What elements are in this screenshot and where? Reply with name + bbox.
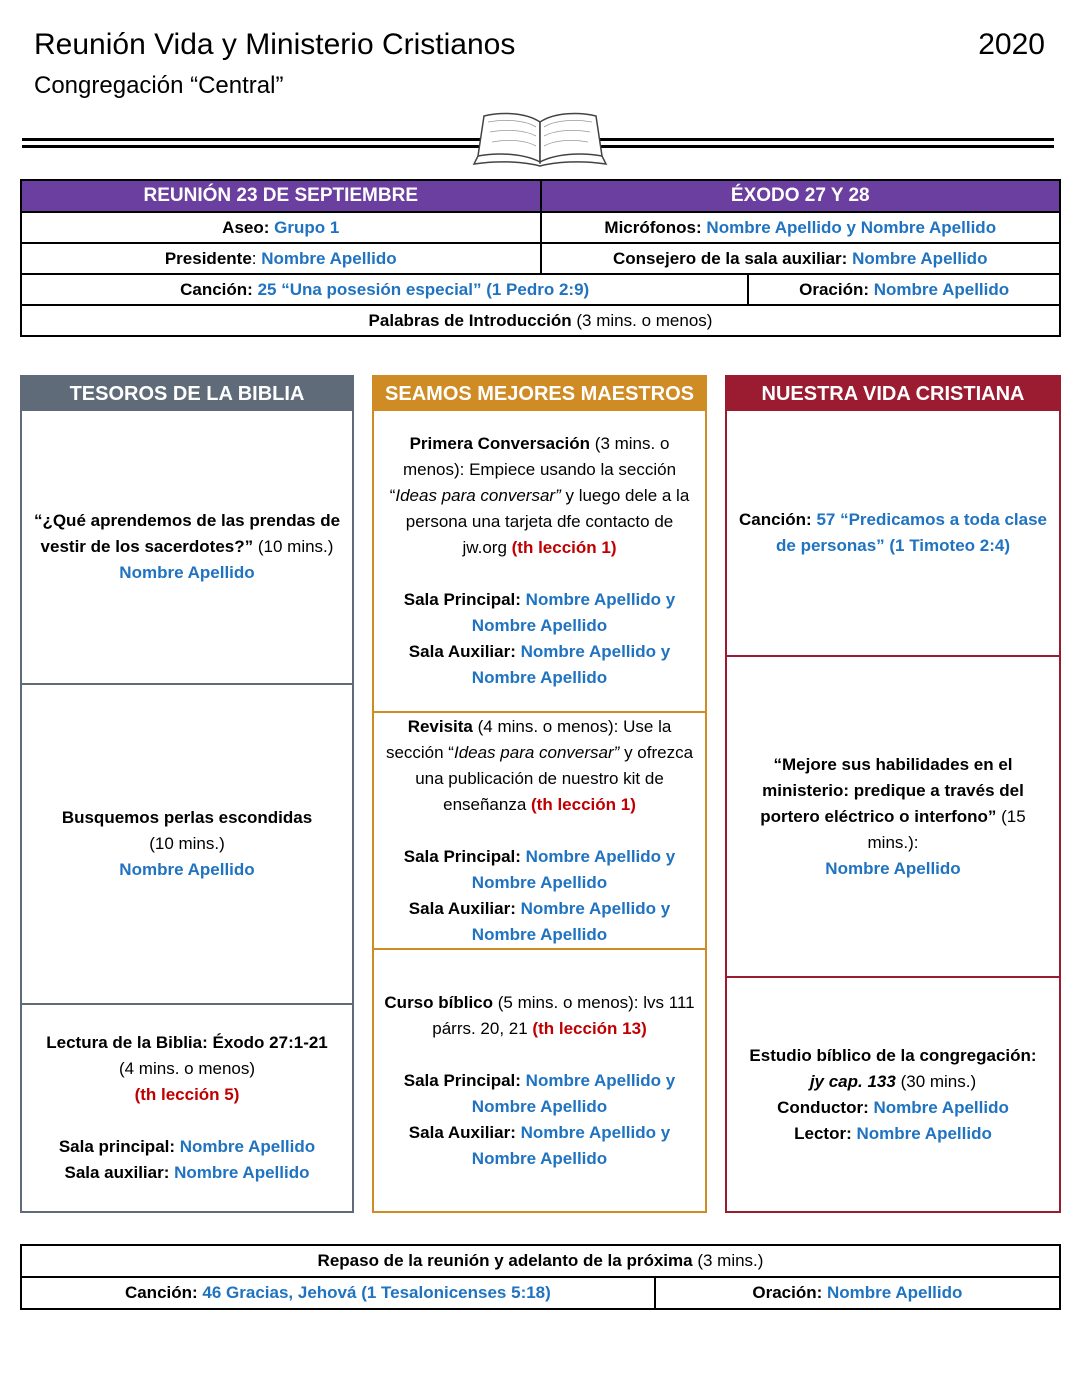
consejero-label: Consejero de la sala auxiliar: <box>613 248 848 268</box>
aseo-label: Aseo: <box>222 217 270 237</box>
introduccion-time: (3 mins. o menos) <box>576 310 713 330</box>
habilidades-title: “Mejore sus habilidades en el ministerio: predique a través del portero eléctrico o interfono” <box>760 754 1024 826</box>
open-book-icon <box>470 108 610 168</box>
meeting-week: REUNIÓN 23 DE SEPTIEMBRE <box>21 180 541 212</box>
tesoros-column <box>20 375 354 1213</box>
microfonos-label: Micrófonos: <box>604 217 702 237</box>
sala-auxiliar-label: Sala Auxiliar: <box>408 1122 516 1142</box>
vida-habilidades <box>727 655 1059 976</box>
lectura-title: Lectura de la Biblia: Éxodo 27:1-21 <box>46 1033 328 1052</box>
sala-auxiliar-label: Sala Auxiliar: <box>408 898 516 918</box>
sala-principal-value: Nombre Apellido <box>179 1137 316 1156</box>
vida-heading: NUESTRA VIDA CRISTIANA <box>727 377 1059 411</box>
repaso-label: Repaso de la reunión y adelanto de la próxima <box>317 1251 693 1270</box>
curso-lesson: (th lección 13) <box>532 1018 647 1038</box>
revisita-title: Revisita <box>407 716 473 736</box>
presidente-label: Presidente <box>164 248 252 268</box>
estudio-title: Estudio bíblico de la congregación: <box>749 1045 1037 1065</box>
primera-text-a: (3 mins. o menos): Empiece usando la sección “ <box>389 434 677 505</box>
sala-auxiliar-value: Nombre Apellido y Nombre Apellido <box>471 642 671 687</box>
aseo-value: Grupo 1 <box>274 217 340 237</box>
primera-conversacion <box>374 411 705 711</box>
primera-italic: Ideas para conversar” <box>395 486 561 505</box>
presidente-row <box>21 243 541 274</box>
habilidades-speaker: Nombre Apellido <box>825 858 961 878</box>
talk-speaker: Nombre Apellido <box>119 563 255 582</box>
sala-principal-label: Sala Principal: <box>403 846 521 866</box>
curso-biblico <box>374 948 705 1211</box>
primera-lesson: (th lección 1) <box>511 538 617 557</box>
closing-oracion-row <box>655 1277 1060 1309</box>
introduccion-label: Palabras de Introducción <box>368 310 572 330</box>
revisita-lesson: (th lección 1) <box>531 794 636 814</box>
consejero-row <box>541 243 1061 274</box>
perlas-title: Busquemos perlas escondidas <box>61 808 313 827</box>
introduccion-row <box>21 305 1060 336</box>
divider-left-top <box>22 138 484 141</box>
estudio-time: (30 mins.) <box>900 1071 977 1091</box>
lectura-time: (4 mins. o menos) <box>118 1059 256 1078</box>
closing-oracion-label: Oración: <box>752 1283 823 1302</box>
closing-table <box>20 1244 1061 1310</box>
talk-time: (10 mins.) <box>257 537 334 556</box>
cancion-value: 25 “Una posesión especial” (1 Pedro 2:9) <box>257 279 590 299</box>
lector-value: Nombre Apellido <box>856 1123 992 1143</box>
meeting-info-table <box>20 179 1061 337</box>
maestros-heading: SEAMOS MEJORES MAESTROS <box>374 377 705 411</box>
perlas-escondidas <box>22 683 352 1003</box>
closing-oracion-value: Nombre Apellido <box>827 1283 963 1302</box>
repaso-time: (3 mins.) <box>697 1251 764 1270</box>
aseo-row <box>21 212 541 243</box>
presidente-value: Nombre Apellido <box>261 248 397 268</box>
conductor-label: Conductor: <box>777 1097 869 1117</box>
consejero-value: Nombre Apellido <box>852 248 988 268</box>
sala-principal-label: Sala principal: <box>58 1137 176 1156</box>
sala-auxiliar-value: Nombre Apellido y Nombre Apellido <box>471 1122 671 1168</box>
vida-column <box>725 375 1061 1213</box>
curso-text: (5 mins. o menos): lvs 111 párrs. 20, 21 <box>432 992 695 1038</box>
curso-title: Curso bíblico <box>384 992 494 1012</box>
perlas-time: (10 mins.) <box>149 834 225 853</box>
sala-auxiliar-value: Nombre Apellido y Nombre Apellido <box>471 898 671 944</box>
oracion-value: Nombre Apellido <box>873 279 1010 299</box>
revisita-text-b: y ofrezca una publicación de nuestro kit de enseñanza <box>415 742 694 814</box>
vida-cancion <box>727 411 1059 655</box>
year: 2020 <box>978 28 1045 61</box>
cancion-label: Canción: <box>180 279 253 299</box>
divider-right-top <box>600 138 1054 141</box>
revisita-text-a: (4 mins. o menos): Use la sección “ <box>385 716 672 762</box>
weekly-reading: ÉXODO 27 Y 28 <box>541 180 1061 212</box>
tesoros-heading: TESOROS DE LA BIBLIA <box>22 377 352 411</box>
sala-principal-label: Sala Principal: <box>403 590 521 609</box>
congregation-name: Congregación “Central” <box>34 72 284 99</box>
vida-cancion-label: Canción: <box>738 510 812 529</box>
sala-principal-value: Nombre Apellido y Nombre Apellido <box>471 590 676 635</box>
sala-auxiliar-value: Nombre Apellido <box>174 1163 310 1182</box>
estudio-biblico <box>727 976 1059 1211</box>
closing-cancion-label: Canción: <box>124 1283 198 1302</box>
oracion-row <box>748 274 1060 305</box>
sala-auxiliar-label: Sala auxiliar: <box>64 1163 170 1182</box>
habilidades-time: (15 mins.): <box>867 806 1026 852</box>
vida-cancion-value: 57 “Predicamos a toda clase de personas” (1 Timoteo 2:4) <box>776 510 1048 555</box>
sala-principal-value: Nombre Apellido y Nombre Apellido <box>471 846 676 892</box>
divider-left-bottom <box>22 145 484 148</box>
microfonos-value: Nombre Apellido y Nombre Apellido <box>706 217 997 237</box>
sala-principal-value: Nombre Apellido y Nombre Apellido <box>471 1070 676 1116</box>
conductor-value: Nombre Apellido <box>873 1097 1009 1117</box>
sala-principal-label: Sala Principal: <box>403 1070 521 1090</box>
revisita-italic: Ideas para conversar” <box>453 742 620 762</box>
revisita <box>374 711 705 948</box>
perlas-speaker: Nombre Apellido <box>119 860 255 879</box>
tesoros-talk <box>22 411 352 683</box>
cancion-row <box>21 274 748 305</box>
closing-cancion-value: 46 Gracias, Jehová (1 Tesalonicenses 5:18) <box>202 1283 551 1302</box>
talk-title: “¿Qué aprendemos de las prendas de vestir de los sacerdotes?” <box>33 511 341 556</box>
maestros-column <box>372 375 707 1213</box>
lectura-biblia <box>22 1003 352 1211</box>
presidente-separator: : <box>251 248 257 268</box>
sala-auxiliar-label: Sala Auxiliar: <box>408 642 516 661</box>
lector-label: Lector: <box>794 1123 852 1143</box>
page-title: Reunión Vida y Ministerio Cristianos <box>34 28 516 61</box>
primera-title: Primera Conversación <box>409 434 591 453</box>
estudio-ref: jy cap. 133 <box>809 1071 896 1091</box>
primera-text-b: y luego dele a la persona una tarjeta dfe contacto de jw.org <box>405 486 690 557</box>
closing-cancion-row <box>21 1277 655 1309</box>
oracion-label: Oración: <box>799 279 870 299</box>
divider-right-bottom <box>600 145 1054 148</box>
lectura-lesson: (th lección 5) <box>134 1085 240 1104</box>
repaso-row <box>21 1245 1060 1277</box>
microfonos-row <box>541 212 1061 243</box>
